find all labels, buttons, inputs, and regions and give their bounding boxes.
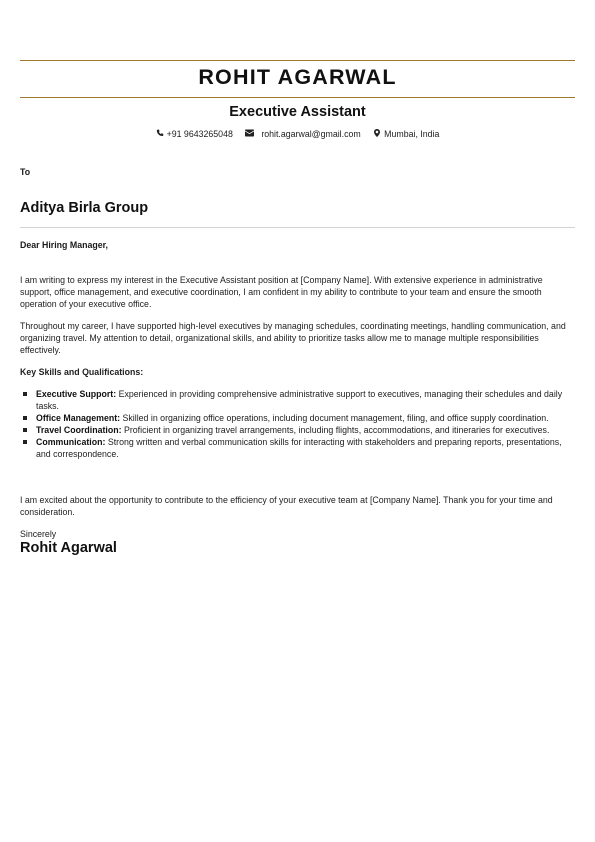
list-item [20, 424, 575, 436]
contact-email [245, 129, 360, 139]
to-label: To [20, 167, 31, 177]
applicant-name: ROHIT AGARWAL [198, 65, 397, 89]
list-item [20, 412, 575, 424]
paragraph-closing: I am excited about the opportunity to contribute to the efficiency of your executive team at [Company Name]. Thank you for your time and consideration. [20, 495, 553, 517]
skill-description: Proficient in organizing travel arrangements, including flights, accommodations, and itineraries for executives. [121, 425, 550, 435]
email-address: rohit.agarwal@gmail.com [261, 129, 361, 139]
skill-label: Travel Coordination: [36, 425, 122, 435]
map-marker-icon [373, 129, 384, 139]
signature-name: Rohit Agarwal [20, 540, 117, 556]
skill-label: Executive Support: [36, 389, 117, 399]
phone-icon [156, 129, 167, 139]
contact-info [20, 129, 575, 139]
paragraph-experience: Throughout my career, I have supported high-level executives by managing schedules, coordinating meetings, handling communication, and organizing travel. My attention to detail, organizational skills, and ability to prioritize tasks allow me to manage multiple responsibilities effectively. [20, 321, 566, 355]
salutation: Dear Hiring Manager, [20, 240, 108, 250]
skills-list [20, 388, 575, 460]
skill-description: Experienced in providing comprehensive administrative support to executives, managing their schedules and daily tasks. [36, 389, 563, 411]
skill-description: Skilled in organizing office operations, including document management, filing, and office supply coordination. [120, 413, 549, 423]
skill-description: Strong written and verbal communication skills for interacting with stakeholders and preparing reports, presentations, and correspondence. [36, 437, 562, 459]
letter-body [20, 274, 575, 528]
skills-heading: Key Skills and Qualifications: [20, 367, 144, 377]
recipient-divider [20, 227, 575, 228]
phone-number: +91 9643265048 [166, 129, 233, 139]
closing-text: Sincerely [20, 529, 57, 539]
list-item [20, 436, 575, 460]
job-title: Executive Assistant [229, 104, 366, 120]
envelope-icon [245, 129, 261, 139]
contact-phone [156, 129, 233, 139]
skill-label: Communication: [36, 437, 106, 447]
contact-location [373, 129, 439, 139]
list-item [20, 388, 575, 412]
skill-label: Office Management: [36, 413, 121, 423]
paragraph-intro: I am writing to express my interest in the Executive Assistant position at [Company Name]. With extensive experience in administrative support, office management, and executive coordination, I am confident in my ability to contribute to your team and ensure the smooth operation of your executive office. [20, 275, 543, 309]
location-text: Mumbai, India [384, 129, 440, 139]
header-top-rule [20, 60, 575, 61]
header-bottom-rule [20, 97, 575, 98]
recipient-company: Aditya Birla Group [20, 200, 149, 216]
